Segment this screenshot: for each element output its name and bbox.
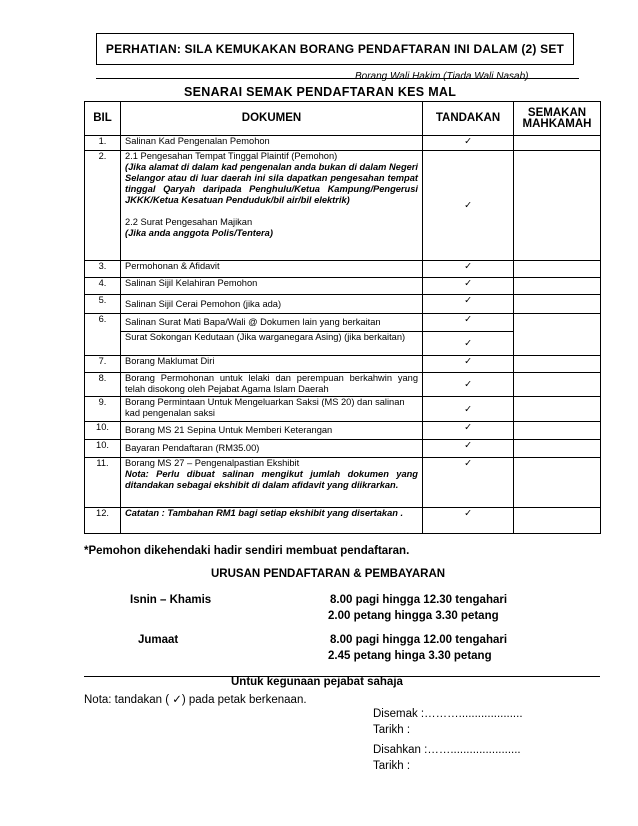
court-check-cell[interactable] — [514, 422, 601, 440]
checklist-table — [84, 101, 601, 534]
row-number: 7. — [85, 356, 121, 373]
row-number: 6. — [85, 314, 121, 356]
document-name: Borang MS 21 Sepina Untuk Memberi Keterangan — [121, 422, 423, 440]
document-name: Salinan Kad Pengenalan Pemohon — [121, 136, 423, 151]
check-mark-icon[interactable]: ✓ — [423, 458, 514, 508]
check-mark-icon[interactable]: ✓ — [423, 151, 514, 261]
check-mark-icon[interactable]: ✓ — [423, 332, 514, 356]
row-number: 8. — [85, 373, 121, 397]
document-name: Surat Sokongan Kedutaan (Jika warganegara Asing) (jika berkaitan) — [121, 332, 423, 356]
document-name: Permohonan & Afidavit — [121, 261, 423, 278]
court-check-cell[interactable] — [514, 373, 601, 397]
document-name — [121, 151, 423, 261]
document-name: Salinan Surat Mati Bapa/Wali @ Dokumen lain yang berkaitan — [121, 314, 423, 332]
row-number: 10. — [85, 422, 121, 440]
document-name: Bayaran Pendaftaran (RM35.00) — [121, 440, 423, 458]
document-note: Nota: Perlu dibuat salinan mengikut jumlah dokumen yang ditandakan sebagai ekshibit di dalam afidavit yang diikrarkan. — [125, 469, 418, 490]
approved-by-field[interactable]: Disahkan :……...................... — [373, 744, 521, 756]
checklist-title: SENARAI SEMAK PENDAFTARAN KES MAL — [184, 85, 457, 99]
table-row — [85, 261, 601, 278]
schedule-title: URUSAN PENDAFTARAN & PEMBAYARAN — [211, 568, 446, 580]
court-check-cell[interactable] — [514, 278, 601, 295]
document-line: 2.1 Pengesahan Tempat Tinggal Plaintif (Pemohon) — [125, 151, 338, 161]
document-name: Salinan Sijil Cerai Pemohon (jika ada) — [121, 295, 423, 314]
check-mark-icon[interactable]: ✓ — [423, 136, 514, 151]
court-check-cell[interactable] — [514, 397, 601, 422]
court-check-cell[interactable] — [514, 440, 601, 458]
document-note: (Jika alamat di dalam kad pengenalan anda bukan di dalam Negeri Selangor atau di luar daerah ini sila dapatkan pengesahan tempat tinggal Qaryah daripada Penghulu/Ketua Kampung/Pengerusi JKKK/Ketua Kesatuan Penduduk/bil air/bil elektrik) — [125, 162, 418, 205]
table-row — [85, 373, 601, 397]
check-mark-icon[interactable]: ✓ — [423, 314, 514, 332]
table-row — [85, 356, 601, 373]
row-number: 11. — [85, 458, 121, 508]
header-tandakan: TANDAKAN — [423, 102, 514, 136]
row-number: 10. — [85, 440, 121, 458]
table-row — [85, 136, 601, 151]
court-check-cell[interactable] — [514, 508, 601, 534]
document-name: Catatan : Tambahan RM1 bagi setiap ekshibit yang disertakan . — [121, 508, 423, 534]
court-check-cell[interactable] — [514, 356, 601, 373]
court-check-cell[interactable] — [514, 136, 601, 151]
check-mark-icon[interactable]: ✓ — [423, 508, 514, 534]
row-number: 9. — [85, 397, 121, 422]
table-row — [85, 422, 601, 440]
schedule-time: 2.00 petang hingga 3.30 petang — [328, 610, 499, 622]
table-row — [85, 295, 601, 314]
table-row — [85, 440, 601, 458]
row-number: 4. — [85, 278, 121, 295]
table-row — [85, 314, 601, 332]
schedule-day-label: Jumaat — [138, 634, 179, 646]
header-dokumen: DOKUMEN — [121, 102, 423, 136]
check-mark-icon[interactable]: ✓ — [423, 440, 514, 458]
table-row — [85, 458, 601, 508]
table-row — [85, 151, 601, 261]
document-name: Borang Permintaan Untuk Mengeluarkan Saksi (MS 20) dan salinan kad pengenalan saksi — [121, 397, 423, 422]
header-semakan: SEMAKAN MAHKAMAH — [514, 102, 601, 136]
check-mark-icon[interactable]: ✓ — [423, 356, 514, 373]
notice-banner: PERHATIAN: SILA KEMUKAKAN BORANG PENDAFTARAN INI DALAM (2) SET — [96, 33, 574, 65]
row-number: 1. — [85, 136, 121, 151]
table-row — [85, 508, 601, 534]
court-check-cell[interactable] — [514, 261, 601, 278]
document-line: Borang MS 27 – Pengenalpastian Ekshibit — [125, 458, 300, 468]
check-mark-icon[interactable]: ✓ — [423, 278, 514, 295]
check-mark-icon[interactable]: ✓ — [423, 261, 514, 278]
court-check-cell[interactable] — [514, 295, 601, 314]
row-number: 2. — [85, 151, 121, 261]
schedule-day-label: Isnin – Khamis — [130, 594, 212, 606]
schedule-time: 2.45 petang hinga 3.30 petang — [328, 650, 492, 662]
divider — [96, 78, 579, 79]
check-mark-icon[interactable]: ✓ — [423, 422, 514, 440]
document-name: Salinan Sijil Kelahiran Pemohon — [121, 278, 423, 295]
checked-by-field[interactable]: Disemak :……….................... — [373, 708, 523, 720]
document-note: (Jika anda anggota Polis/Tentera) — [125, 228, 273, 238]
check-mark-icon[interactable]: ✓ — [423, 295, 514, 314]
document-name: Borang Maklumat Diri — [121, 356, 423, 373]
table-row — [85, 397, 601, 422]
court-check-cell[interactable] — [514, 458, 601, 508]
check-mark-icon[interactable]: ✓ — [423, 373, 514, 397]
header-bil: BIL — [85, 102, 121, 136]
row-number: 12. — [85, 508, 121, 534]
date-field[interactable]: Tarikh : — [373, 760, 411, 772]
table-row — [85, 278, 601, 295]
instruction-note: Nota: tandakan ( ✓) pada petak berkenaan. — [84, 694, 307, 706]
table-header-row — [85, 102, 601, 136]
office-use-heading: Untuk kegunaan pejabat sahaja — [231, 676, 403, 688]
schedule-time: 8.00 pagi hingga 12.30 tengahari — [330, 594, 508, 606]
document-line: 2.2 Surat Pengesahan Majikan — [125, 217, 253, 227]
attendance-note: *Pemohon dikehendaki hadir sendiri membuat pendaftaran. — [84, 545, 410, 557]
document-name — [121, 458, 423, 508]
court-check-cell[interactable] — [514, 151, 601, 261]
court-check-cell[interactable] — [514, 314, 601, 356]
form-subnote: Borang Wali Hakim (Tiada Wali Nasab) — [355, 71, 529, 82]
schedule-time: 8.00 pagi hingga 12.00 tengahari — [330, 634, 508, 646]
date-field[interactable]: Tarikh : — [373, 724, 411, 736]
row-number: 3. — [85, 261, 121, 278]
row-number: 5. — [85, 295, 121, 314]
document-name: Borang Permohonan untuk lelaki dan perempuan berkahwin yang telah disokong oleh Pejabat Agama Islam Daerah — [121, 373, 423, 397]
check-mark-icon[interactable]: ✓ — [423, 397, 514, 422]
